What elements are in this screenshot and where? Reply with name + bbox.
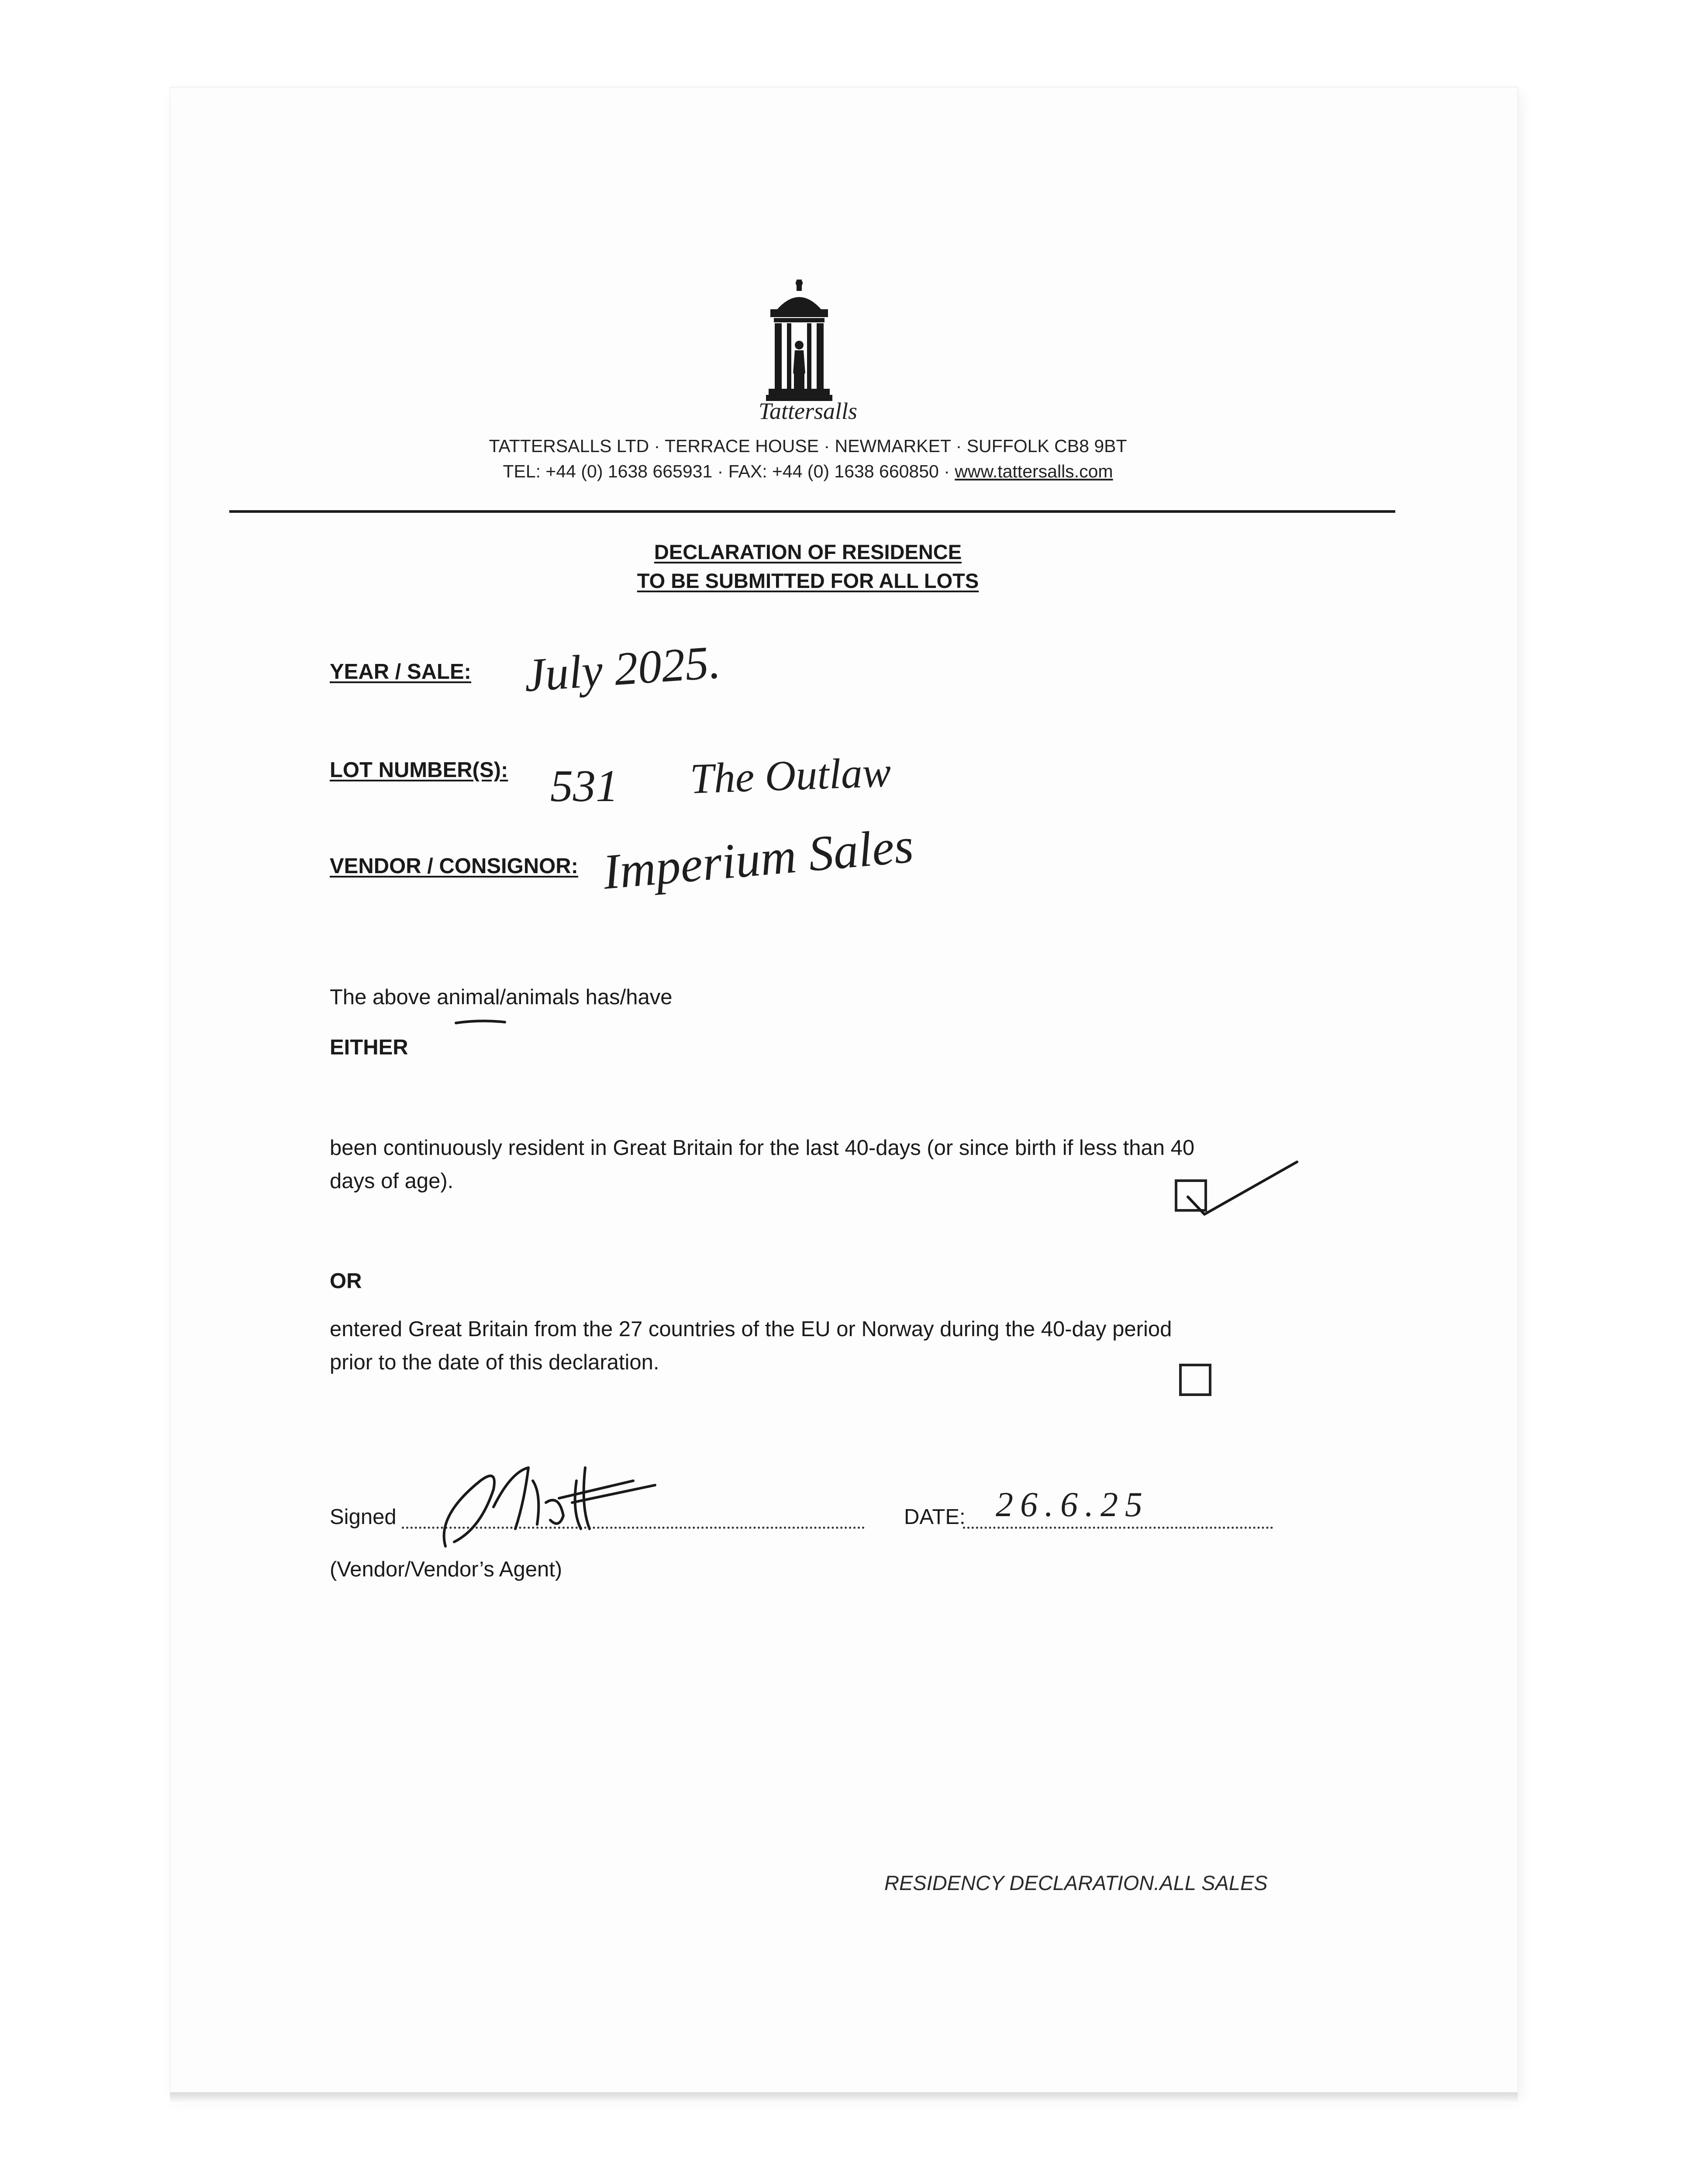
signer-role-label: (Vendor/Vendor’s Agent)	[330, 1558, 562, 1581]
vendor-label: VENDOR / CONSIGNOR:	[330, 854, 578, 878]
handwritten-signature	[428, 1455, 690, 1559]
header-divider	[229, 510, 1395, 513]
option2-text-line2: prior to the date of this declaration.	[330, 1351, 659, 1374]
date-value: 26.6.25	[996, 1486, 1149, 1524]
intro-statement: The above animal/animals has/have	[330, 985, 673, 1009]
signed-label: Signed	[330, 1505, 397, 1529]
lot-number-value: 531	[550, 761, 618, 811]
year-sale-label: YEAR / SALE:	[330, 660, 471, 684]
form-title: DECLARATION OF RESIDENCE	[654, 540, 962, 563]
year-sale-value: July 2025.	[522, 636, 722, 702]
option1-text-line2: days of age).	[330, 1169, 454, 1193]
tattersalls-logo	[764, 280, 834, 402]
date-label: DATE:	[904, 1505, 966, 1529]
lot-number-label: LOT NUMBER(S):	[330, 758, 508, 782]
option2-text-line1: entered Great Britain from the 27 countries of the EU or Norway during the 40-day period	[330, 1317, 1172, 1341]
handwritten-underline-mark	[454, 1018, 507, 1026]
contact-numbers: TEL: +44 (0) 1638 665931 · FAX: +44 (0) 1638 660850 ·	[503, 461, 955, 481]
brand-name: Tattersalls	[758, 398, 858, 424]
vendor-value: Imperium Sales	[600, 817, 916, 900]
form-subtitle: TO BE SUBMITTED FOR ALL LOTS	[637, 569, 979, 592]
company-address: TATTERSALLS LTD · TERRACE HOUSE · NEWMARKET · SUFFOLK CB8 9BT	[489, 436, 1127, 456]
website-link[interactable]: www.tattersalls.com	[955, 461, 1113, 481]
page-edge-shadow	[170, 2092, 1518, 2104]
date-line	[963, 1527, 1273, 1529]
form-reference: RESIDENCY DECLARATION.ALL SALES	[884, 1871, 1268, 1894]
document-page	[170, 87, 1518, 2097]
option2-checkbox[interactable]	[1179, 1364, 1211, 1396]
either-heading: EITHER	[330, 1036, 408, 1059]
or-heading: OR	[330, 1269, 362, 1293]
company-contact	[393, 461, 1223, 482]
option1-text-line1: been continuously resident in Great Britain for the last 40-days (or since birth if less than 40	[330, 1136, 1195, 1160]
checkmark-icon	[1179, 1153, 1301, 1223]
lot-name-value: The Outlaw	[689, 749, 892, 803]
